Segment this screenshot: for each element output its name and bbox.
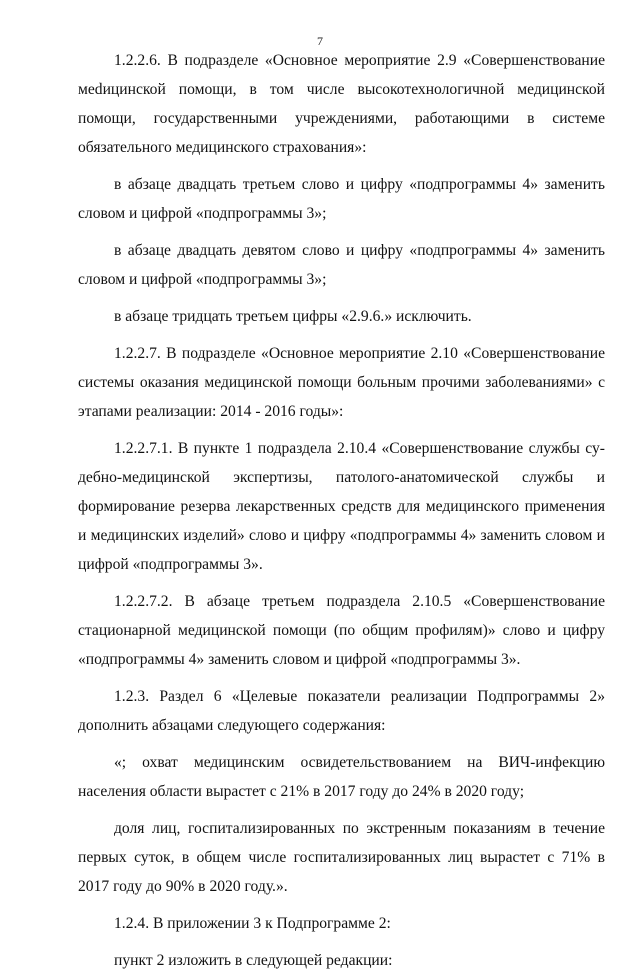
- paragraph-1-2-2-7-1: 1.2.2.7.1. В пункте 1 подраздела 2.10.4 «Совершенствование службы судебно-медицинской экспертизы, патолого-анатомической службы и формирование резерва лекарственных средств для медицинского применения и медицинских изделий» слово и цифру «подпрограммы 4» заменить словом и цифрой «подпрограммы 3».: [78, 440, 605, 573]
- paragraph-1-2-2-6: 1.2.2.6. В подразделе «Основное мероприятие 2.9 «Совершенствование меdицинской помощи, в том числе высокотехнологичной медицинской помощи, государственными учреждениями, работающими в системе обязательного медицинского страхования»:: [78, 52, 605, 156]
- paragraph-abzac-29: в абзаце двадцать девятом слово и цифру «подпрограммы 4» заменить словом и цифрой «подпрограммы 3»;: [78, 242, 605, 288]
- paragraph-1-2-2-7-2: 1.2.2.7.2. В абзаце третьем подраздела 2.10.5 «Совершенствование стационарной медицинской помощи (по общим профилям)» слово и цифру «подпрограммы 4» заменить словом и цифрой «подпрограммы 3».: [78, 593, 605, 668]
- document-body: [78, 46, 605, 975]
- paragraph-punkt-2: пункт 2 изложить в следующей редакции:: [114, 952, 393, 969]
- paragraph-1-2-3: 1.2.3. Раздел 6 «Целевые показатели реализации Подпрограммы 2» дополнить абзацами следующего содержания:: [78, 688, 605, 734]
- paragraph-abzac-23: в абзаце двадцать третьем слово и цифру «подпрограммы 4» заменить словом и цифрой «подпрограммы 3»;: [78, 176, 605, 222]
- paragraph-abzac-33: в абзаце тридцать третьем цифры «2.9.6.» исключить.: [114, 308, 472, 325]
- paragraph-hiv-coverage: «; охват медицинским освидетельствованием на ВИЧ-инфекцию населения области вырастет с 21% в 2017 году до 24% в 2020 году;: [78, 754, 605, 800]
- paragraph-1-2-4: 1.2.4. В приложении 3 к Подпрограмме 2:: [114, 915, 391, 932]
- paragraph-1-2-2-7: 1.2.2.7. В подразделе «Основное мероприятие 2.10 «Совершенствование системы оказания медицинской помощи больным прочими заболеваниями» с этапами реализации: 2014 - 2016 годы»:: [78, 345, 605, 420]
- paragraph-hospitalized-share: доля лиц, госпитализированных по экстренным показаниям в течение первых суток, в общем числе госпитализированных лиц вырастет с 71% в 2017 году до 90% в 2020 году.».: [78, 820, 605, 895]
- page-number: 7: [317, 34, 323, 48]
